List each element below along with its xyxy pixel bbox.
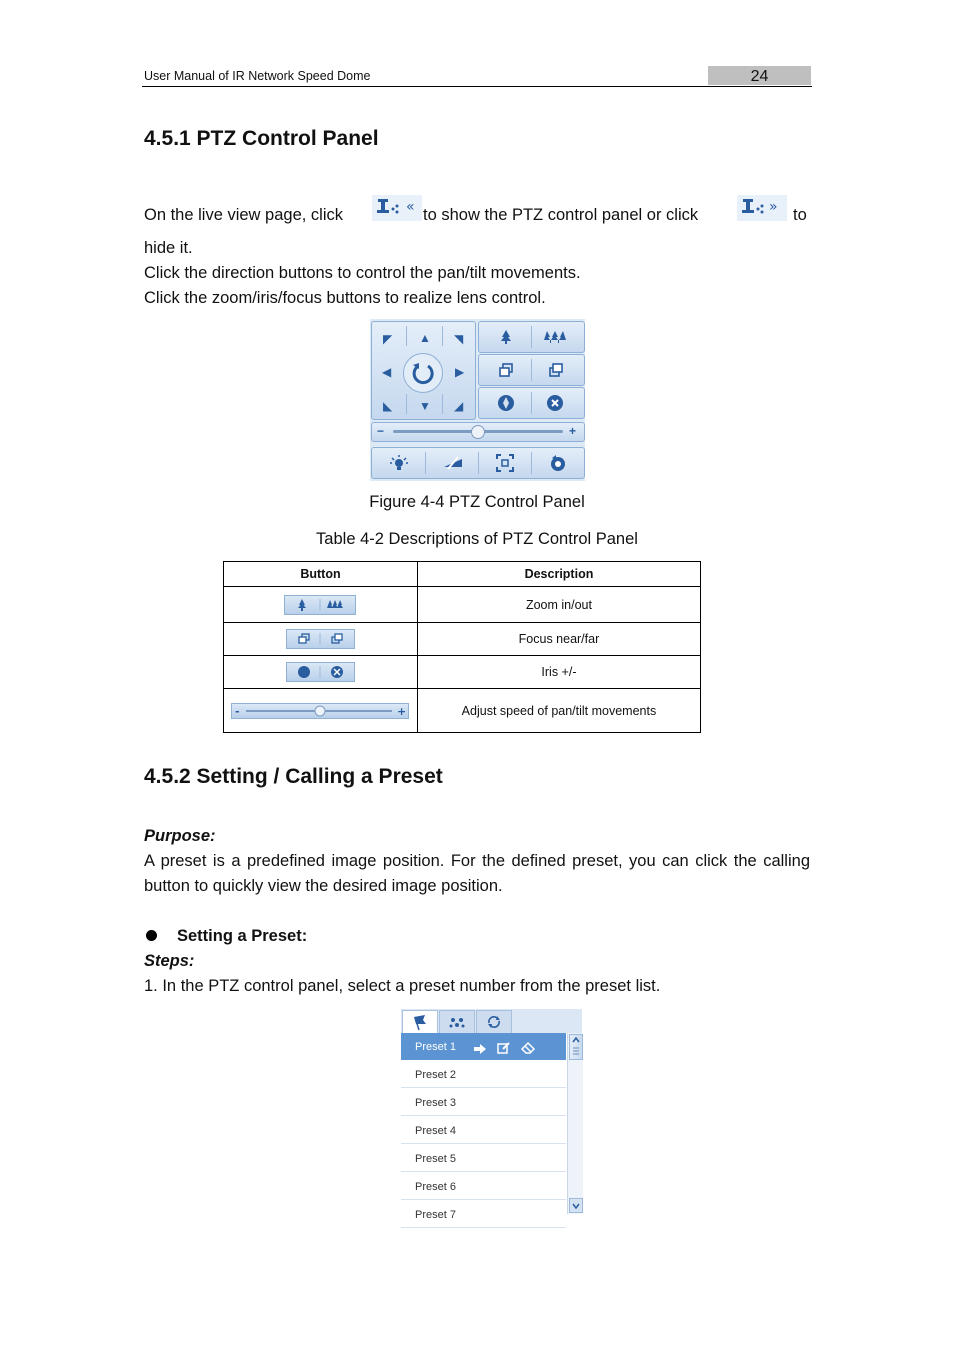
tab-pattern[interactable] [476,1010,512,1033]
table-header-button: Button [224,562,418,587]
preset-item-selected[interactable] [401,1033,566,1060]
iris-buttons [478,387,585,419]
tab-patrol[interactable] [439,1010,475,1033]
list-item[interactable]: Preset 2 [401,1061,566,1088]
list-item[interactable]: Preset 6 [401,1173,566,1200]
page-number: 24 [708,66,811,85]
refresh-icon [477,1011,511,1033]
steps-label: Steps: [144,952,195,970]
list-item[interactable]: Preset 3 [401,1089,566,1116]
step-1: 1. In the PTZ control panel, select a preset number from the preset list. [144,977,661,995]
section-heading-preset: 4.5.2 Setting / Calling a Preset [144,765,443,788]
slider-thumb[interactable] [471,425,485,439]
purpose-text: A preset is a predefined image position. For the defined preset, you can click the calling button to quickly view the desired image position. [144,852,810,895]
section-heading-ptz: 4.5.1 PTZ Control Panel [144,127,379,150]
table-row [224,623,701,656]
aux-buttons [371,447,585,479]
ptz-show-icon[interactable] [372,195,422,221]
auto-pan-icon [404,354,442,392]
direction-pad [371,321,476,420]
header-rule [142,86,812,87]
para1-part-c: to [793,206,807,224]
list-item[interactable]: Preset 4 [401,1117,566,1144]
down-icon[interactable]: ▼ [419,399,431,413]
focus-buttons-thumbnail [286,629,355,649]
up-right-icon[interactable]: ◥ [454,332,464,346]
light-icon[interactable] [389,454,409,472]
down-right-icon[interactable]: ◢ [454,399,464,413]
scrollbar-thumb[interactable] [569,1034,583,1060]
slider-minus-icon: − [377,424,385,438]
focus-near-icon[interactable] [498,362,514,378]
wiper-icon[interactable] [442,455,464,471]
auto-pan-button[interactable] [403,353,443,393]
para1-continued: hide it. [144,239,193,257]
down-left-icon[interactable]: ◣ [383,399,393,413]
table-cell-button [224,656,418,689]
svg-text:«: « [406,199,415,215]
scroll-down-button[interactable] [569,1198,583,1213]
zoom-buttons [478,321,585,353]
patrol-icon [440,1011,474,1033]
paragraph-show-hide [144,203,810,228]
flag-icon [403,1011,437,1033]
preset-scrollbar[interactable] [567,1033,583,1214]
ptz-description-table [223,561,701,733]
up-left-icon[interactable]: ◤ [383,332,393,346]
preset-tab-bar [401,1009,582,1033]
zoom-out-icon [327,600,343,608]
lens-init-icon[interactable] [549,454,567,472]
svg-text:+: + [397,704,407,718]
iris-plus-icon [298,666,310,678]
header-title: User Manual of IR Network Speed Dome [144,69,371,83]
bullet-dot [146,930,157,941]
focus-far-icon[interactable] [548,362,564,378]
paragraph-direction: Click the direction buttons to control the pan/tilt movements. [144,264,581,282]
table-cell-button [224,689,418,733]
table-header-description: Description [417,562,700,587]
focus-near-icon [299,634,309,643]
svg-text:-: - [235,704,241,718]
figure-caption: Figure 4-4 PTZ Control Panel [369,493,585,511]
iris-buttons-thumbnail [286,662,355,682]
zoom-in-icon [298,599,306,611]
ptz-hide-icon[interactable] [737,195,787,221]
bullet-setting-preset: Setting a Preset: [177,927,308,945]
table-row [224,656,701,689]
table-cell-description: Iris +/- [417,656,700,689]
chevron-down-icon [570,1199,582,1212]
table-row [224,587,701,623]
slider-plus-icon: + [569,424,577,438]
table-row [224,689,701,733]
list-item[interactable]: Preset 7 [401,1201,566,1228]
iris-minus-icon[interactable] [546,394,564,412]
up-icon[interactable]: ▲ [419,331,431,345]
table-caption: Table 4-2 Descriptions of PTZ Control Panel [316,530,638,548]
tab-preset[interactable] [402,1010,438,1033]
table-cell-button [224,587,418,623]
focus-buttons [478,354,585,386]
para1-part-b: to show the PTZ control panel or click [423,206,699,224]
preset-label: Preset 1 [415,1041,456,1053]
table-cell-button [224,623,418,656]
zoom-out-icon[interactable] [544,330,566,344]
auto-focus-icon[interactable] [496,454,514,472]
preset-list-panel [401,1009,582,1221]
iris-plus-icon[interactable] [497,394,515,412]
chevron-up-icon [570,1035,582,1059]
list-item[interactable]: Preset 5 [401,1145,566,1172]
paragraph-lens: Click the zoom/iris/focus buttons to realize lens control. [144,289,546,307]
table-cell-description: Adjust speed of pan/tilt movements [417,689,700,733]
para1-part-a: On the live view page, click [144,206,344,224]
speed-slider-thumbnail [231,703,409,719]
speed-slider[interactable] [371,422,585,442]
purpose-label: Purpose: [144,827,216,845]
svg-text:»: » [769,199,778,215]
zoom-buttons-thumbnail [284,595,356,615]
table-cell-description: Zoom in/out [417,587,700,623]
ptz-control-panel [370,319,585,481]
right-icon[interactable]: ▶ [455,365,465,379]
zoom-in-icon[interactable] [499,329,513,345]
table-cell-description: Focus near/far [417,623,700,656]
left-icon[interactable]: ◀ [382,365,392,379]
focus-far-icon [332,634,342,643]
